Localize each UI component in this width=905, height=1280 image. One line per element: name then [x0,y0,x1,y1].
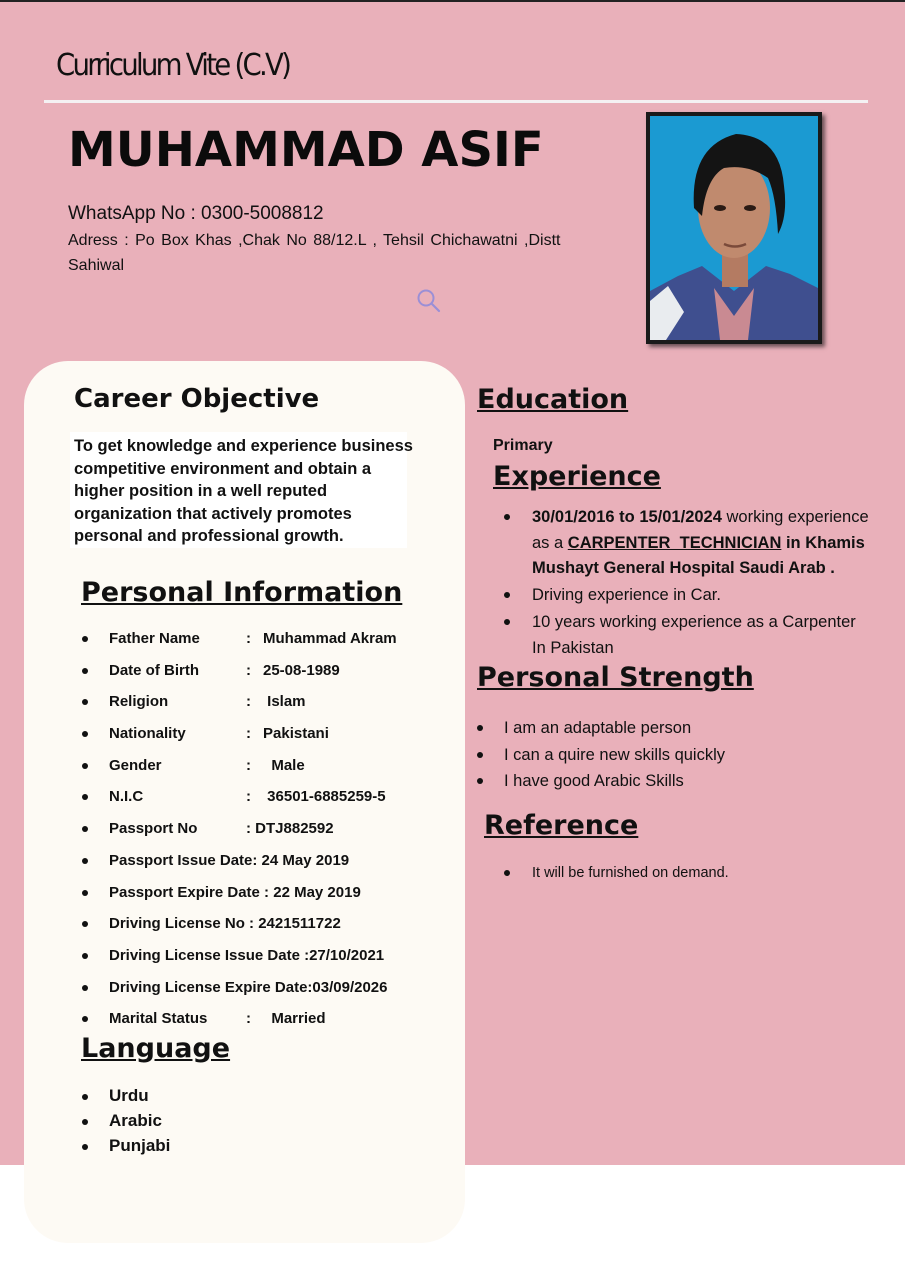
info-item-driving-license-no: Driving License No : 2421511722 [82,913,462,945]
strength-item: I can a quire new skills quickly [477,744,725,766]
language-list [82,1085,170,1160]
candidate-name: MUHAMMAD ASIF [68,122,544,178]
experience-item: 10 years working experience as a Carpenter In Pakistan [504,610,874,661]
info-item-passport-issue-date: Passport Issue Date: 24 May 2019 [82,850,462,882]
reference-item: It will be furnished on demand. [504,862,729,884]
experience-list [504,505,874,663]
info-item-nationality: Nationality : Pakistani [82,723,462,755]
career-objective-heading: Career Objective [74,384,320,414]
address: Adress : Po Box Khas ,Chak No 88/12.L , Tehsil Chichawatni ,Distt Sahiwal [68,232,561,274]
info-item-father-name: Father Name : Muhammad Akram [82,628,462,660]
strength-item: I am an adaptable person [477,717,725,739]
document-title: Curriculum Vite (C.V) [56,48,290,83]
info-item-passport-expire-date: Passport Expire Date : 22 May 2019 [82,882,462,914]
language-item: Urdu [82,1085,170,1110]
info-item-date-of-birth: Date of Birth : 25-08-1989 [82,660,462,692]
language-item: Punjabi [82,1135,170,1160]
experience-heading: Experience [493,461,661,492]
info-item-driving-license-issue-date: Driving License Issue Date :27/10/2021 [82,945,462,977]
profile-photo [646,112,822,344]
info-item-passport-no: Passport No : DTJ882592 [82,818,462,850]
language-item: Arabic [82,1110,170,1135]
search-icon[interactable] [416,288,442,314]
personal-information-list [82,628,462,1040]
reference-heading: Reference [484,810,639,841]
experience-item: 30/01/2016 to 15/01/2024 working experience as a CARPENTER TECHNICIAN in Khamis Mushayt General Hospital Saudi Arab . [504,505,874,582]
experience-item: Driving experience in Car. [504,583,874,609]
education-level: Primary [493,437,553,454]
info-item-gender: Gender : Male [82,755,462,787]
header-divider [44,100,868,103]
personal-strength-heading: Personal Strength [477,662,754,693]
strength-item: I have good Arabic Skills [477,770,725,792]
info-item-driving-license-expire-date: Driving License Expire Date:03/09/2026 [82,977,462,1009]
reference-list [504,862,729,884]
top-border [0,0,905,2]
whatsapp-number: WhatsApp No : 0300-5008812 [68,203,324,224]
personal-strength-list [477,717,725,797]
career-objective-text: To get knowledge and experience business competitive environment and obtain a higher position in a well reputed organization that actively promotes personal and professional growth. [74,437,413,545]
personal-information-heading: Personal Information [81,577,403,608]
info-item-religion: Religion : Islam [82,691,462,723]
info-item-marital-status: Marital Status : Married [82,1008,462,1040]
language-heading: Language [81,1033,231,1064]
info-item-nic: N.I.C : 36501-6885259-5 [82,786,462,818]
education-heading: Education [477,384,629,415]
